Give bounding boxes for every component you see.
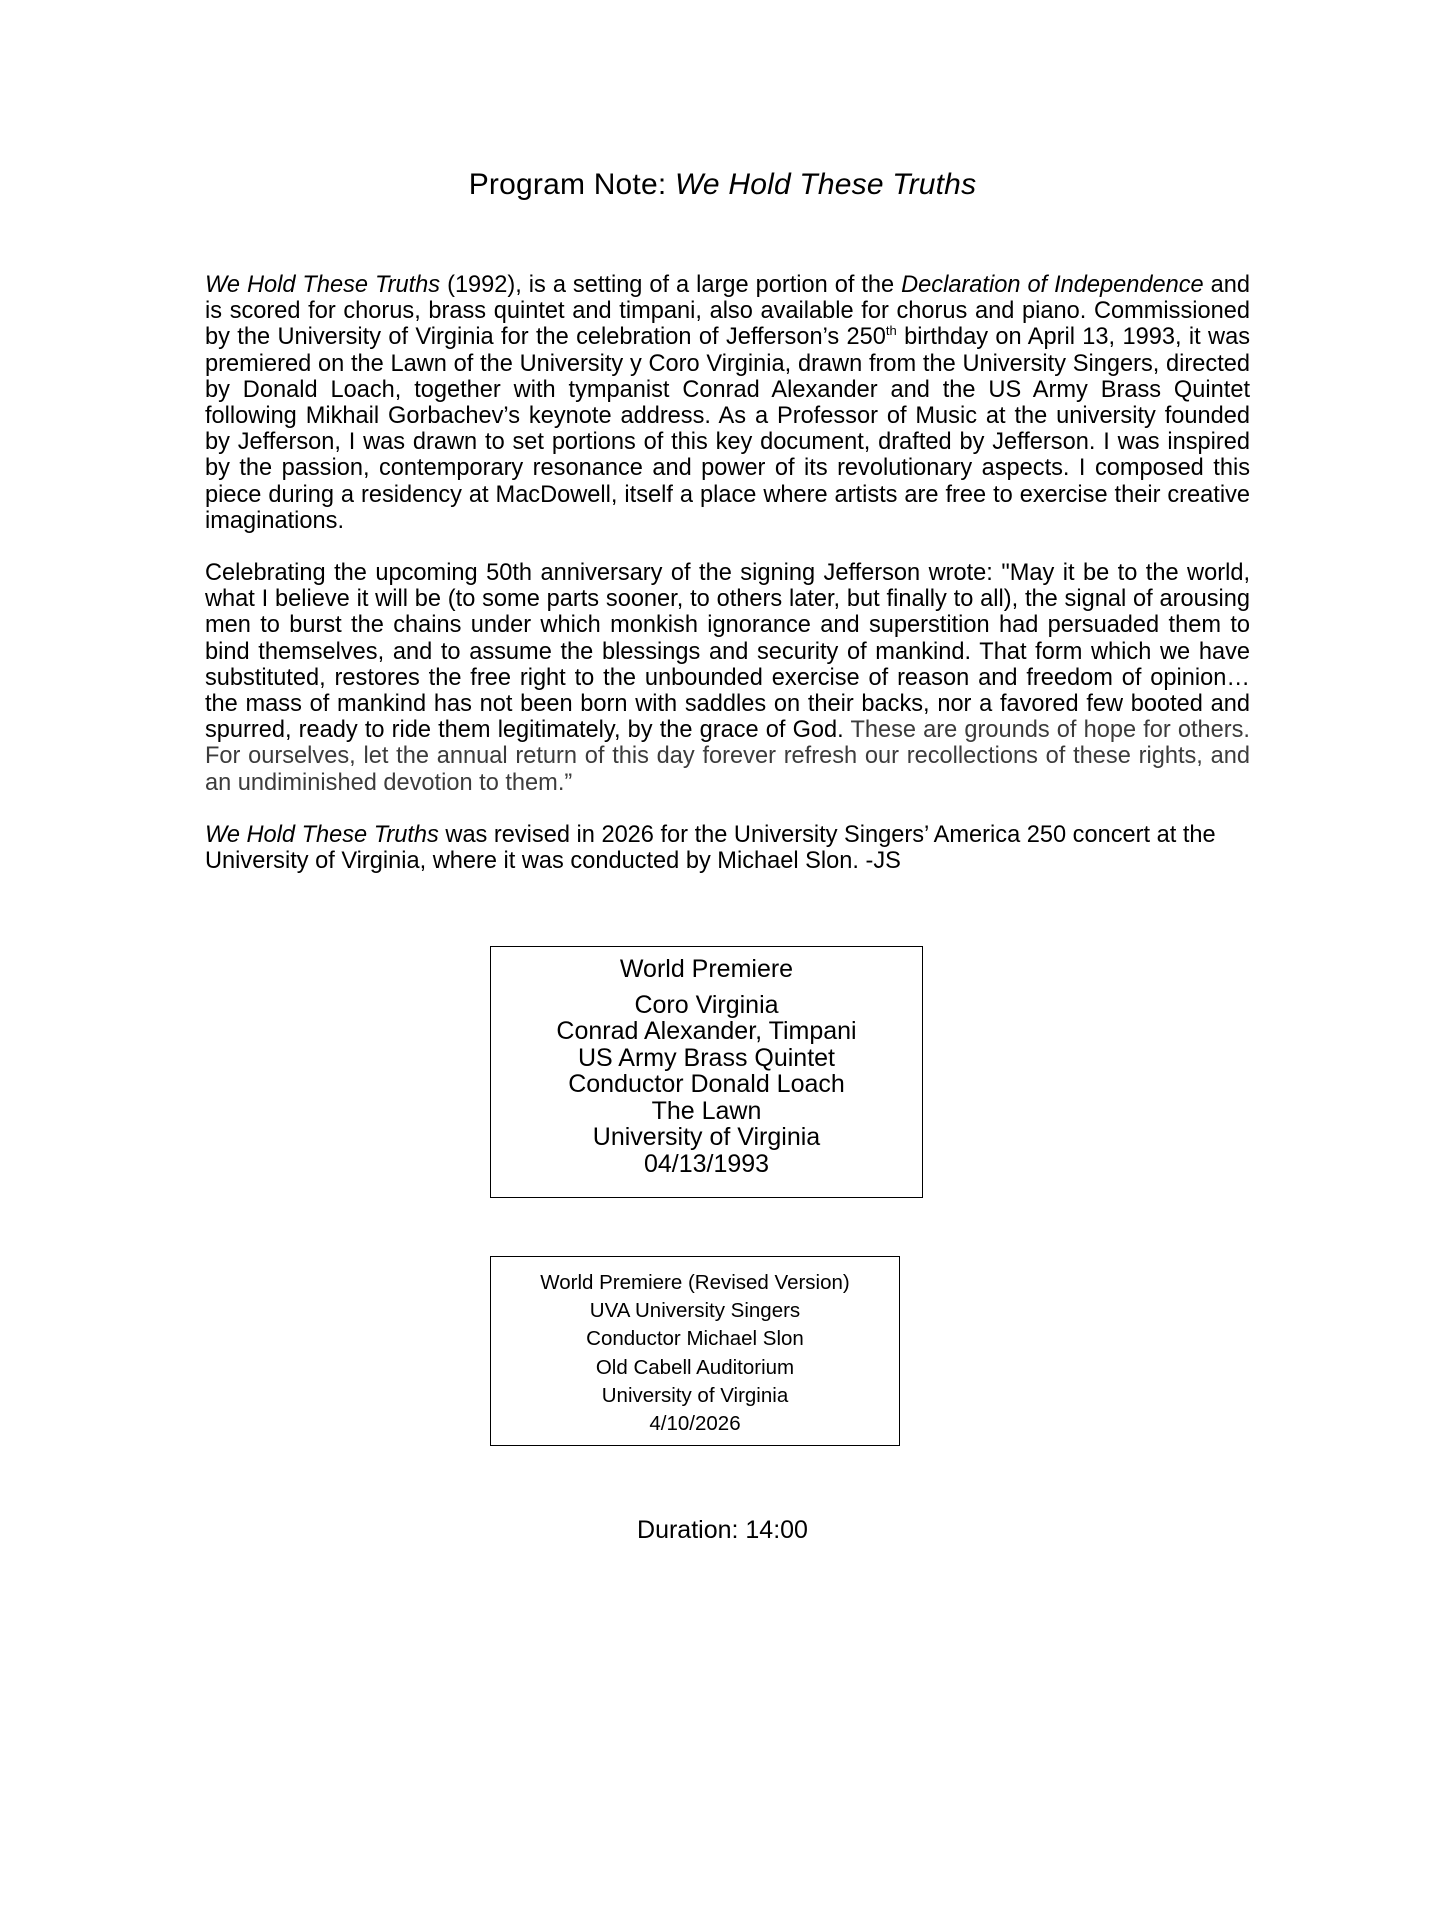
premiere-line: Conrad Alexander, Timpani — [556, 1017, 857, 1045]
revised-premiere-line: Conductor Michael Slon — [586, 1327, 804, 1351]
quote-text: Celebrating the upcoming 50th anniversary of the signing Jefferson wrote: "May it be to the world, what I believe it will be (to some parts sooner, to others later, but finally to all), the signal of arousing men to burst the chains under which monkish ignorance and superstition had persuaded them to bind themselves, and to assume the blessings and security of mankind. That form which we have substituted, restores the free right to the unbounded exercise of reason and freedom of opinion…the mass of mankind has not been born with saddles on their backs, nor a favored few booted and spurred, ready to ride them legitimately, by the grace of God. — [205, 560, 1250, 744]
duration-label: Duration: 14:00 — [637, 1516, 808, 1544]
page-title — [0, 168, 1445, 202]
work-title-italic: We Hold These Truths — [205, 822, 439, 848]
quote-text-grey: These are grounds of hope for others. For ourselves, let the annual return of this day forever refresh our recollections of these rights, and an undiminished devotion to them.” — [205, 717, 1250, 796]
paragraph-intro — [205, 272, 1250, 534]
title-work: We Hold These Truths — [674, 168, 977, 201]
paragraph-revision — [205, 822, 1250, 874]
paragraph-jefferson-quote — [205, 560, 1250, 796]
premiere-line: 04/13/1993 — [643, 1149, 770, 1178]
premiere-line: University of Virginia — [592, 1123, 821, 1151]
revised-premiere-line: 4/10/2026 — [649, 1412, 741, 1436]
paragraph-revision-text: was revised in 2026 for the University Singers’ America 250 concert at the University of Virginia, where it was conducted by Michael Slon. -JS — [205, 822, 1216, 875]
premiere-line: Conductor Donald Loach — [568, 1070, 845, 1098]
paragraph-intro-text-3: birthday on April 13, 1993, it was premiered on the Lawn of the University y Coro Virginia, drawn from the University Singers, directed by Donald Loach, together with tympanist Conrad Alexander and the US Army Brass Quintet following Mikhail Gorbachev’s keynote address. As a Professor of Music at the university founded by Jefferson, I was drawn to set portions of this key document, drafted by Jefferson. I was inspired by the passion, contemporary resonance and power of its revolutionary aspects. I composed this piece during a residency at MacDowell, itself a place where artists are free to exercise their creative imaginations. — [205, 324, 1250, 534]
revised-premiere-heading: World Premiere (Revised Version) — [540, 1271, 850, 1294]
revised-premiere-line: University of Virginia — [601, 1383, 789, 1407]
paragraph-intro-text-1: (1992), is a setting of a large portion of the — [440, 272, 902, 298]
paragraph-intro-text-2: and is scored for chorus, brass quintet and timpani, also available for chorus and piano. Commissioned by the University of Virginia for the celebration of Jefferson’s 250 — [205, 272, 1251, 351]
title-prefix: Program Note: — [468, 168, 675, 201]
revised-premiere-box — [490, 1256, 900, 1446]
premiere-line: Coro Virginia — [634, 990, 779, 1019]
world-premiere-heading: World Premiere — [619, 955, 794, 983]
ordinal-suffix: th — [885, 323, 897, 339]
premiere-line: The Lawn — [651, 1096, 762, 1125]
declaration-title-italic: Declaration of Independence — [901, 272, 1204, 298]
world-premiere-box — [490, 946, 923, 1198]
premiere-line: US Army Brass Quintet — [577, 1043, 836, 1072]
revised-premiere-line: UVA University Singers — [589, 1299, 801, 1323]
work-title-italic: We Hold These Truths — [205, 272, 441, 298]
revised-premiere-line: Old Cabell Auditorium — [595, 1355, 795, 1379]
